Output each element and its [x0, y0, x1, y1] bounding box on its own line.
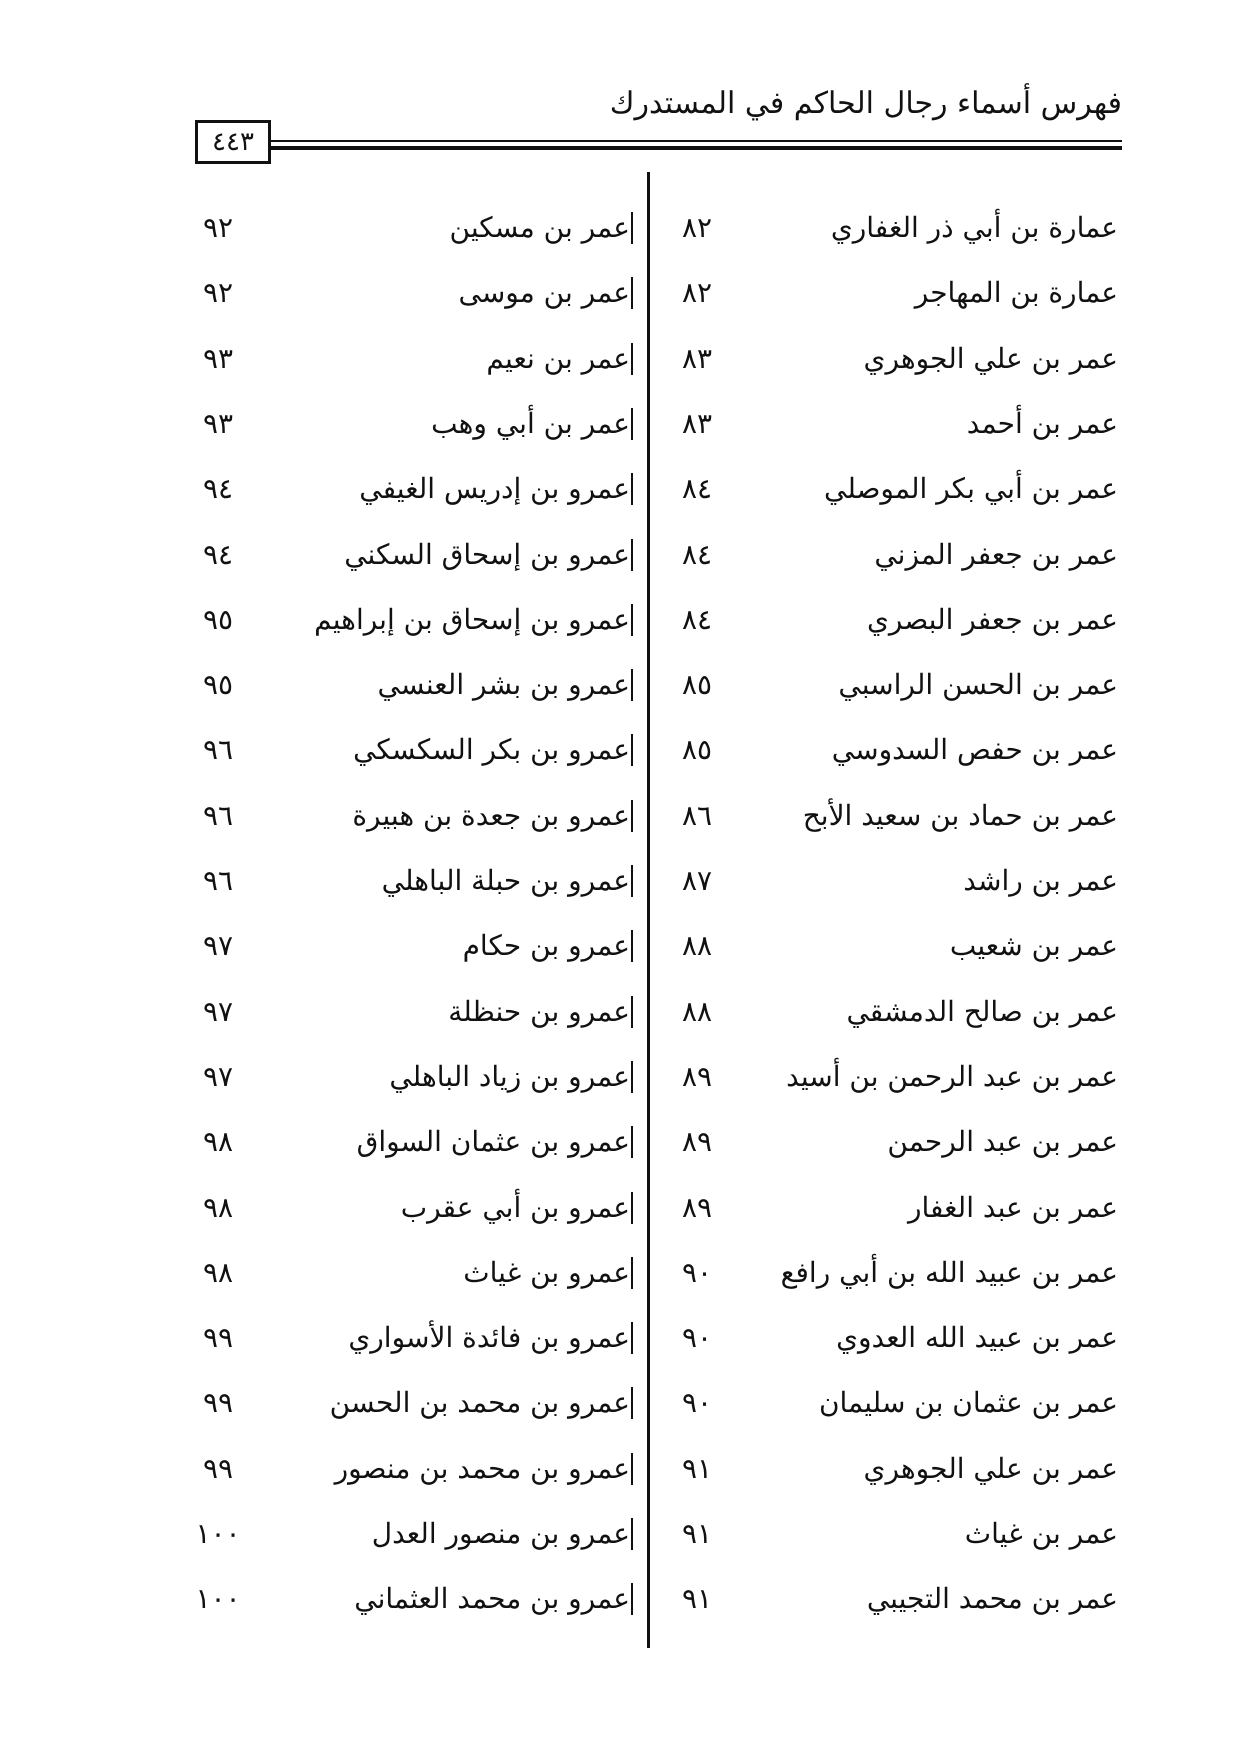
entry-separator	[631, 1126, 633, 1158]
entry-separator	[631, 1257, 633, 1289]
entry-page-right: ٨٥	[681, 733, 713, 767]
entry-separator	[631, 343, 633, 375]
entry-name-left: عمرو بن فائدة الأسواري	[348, 1321, 630, 1355]
entry-page-right: ٨٣	[681, 341, 713, 375]
entry-page-left: ٩٣	[202, 406, 234, 440]
header-rule-thick	[271, 146, 1122, 150]
entry-name-right: عمر بن عبد الرحمن	[887, 1125, 1118, 1159]
entry-name-right: عمر بن جعفر المزني	[874, 537, 1118, 571]
index-row	[0, 469, 1240, 509]
index-row	[0, 1514, 1240, 1554]
index-row	[0, 926, 1240, 966]
index-row	[0, 1383, 1240, 1423]
index-row	[0, 1188, 1240, 1228]
entry-page-right: ٩٠	[681, 1255, 713, 1289]
entry-separator	[631, 1518, 633, 1550]
entry-name-right: عمر بن عبيد الله العدوي	[836, 1321, 1118, 1355]
index-row	[0, 535, 1240, 575]
index-row	[0, 1122, 1240, 1162]
entry-page-right: ٨٤	[681, 537, 713, 571]
index-row	[0, 861, 1240, 901]
entry-name-left: عمرو بن إدريس الغيفي	[359, 472, 630, 506]
entry-name-left: عمر بن نعيم	[486, 341, 630, 375]
entry-name-right: عمر بن علي الجوهري	[863, 1451, 1118, 1485]
entry-name-left: عمر بن أبي وهب	[431, 406, 630, 440]
index-row	[0, 1057, 1240, 1097]
entry-name-right: عمر بن الحسن الراسبي	[838, 668, 1118, 702]
entry-separator	[631, 996, 633, 1028]
entry-page-right: ٨٤	[681, 602, 713, 636]
entry-separator	[631, 669, 633, 701]
entry-page-right: ٨٤	[681, 472, 713, 506]
index-row	[0, 1449, 1240, 1489]
entry-name-left: عمرو بن محمد العثماني	[354, 1582, 630, 1616]
entry-separator	[631, 1192, 633, 1224]
entry-name-right: عمر بن حفص السدوسي	[831, 733, 1118, 767]
entry-page-right: ٨٩	[681, 1125, 713, 1159]
entry-separator	[631, 865, 633, 897]
entry-name-left: عمرو بن محمد بن الحسن	[329, 1386, 630, 1420]
entry-separator	[631, 277, 633, 309]
index-row	[0, 665, 1240, 705]
entry-name-right: عمر بن صالح الدمشقي	[846, 994, 1118, 1028]
entry-page-right: ٨٩	[681, 1059, 713, 1093]
entry-separator	[631, 539, 633, 571]
entry-name-right: عمر بن أحمد	[966, 406, 1118, 440]
index-row	[0, 1318, 1240, 1358]
entry-name-right: عمر بن عبد الغفار	[907, 1190, 1118, 1224]
entry-page-left: ٩٢	[202, 211, 234, 244]
index-row	[0, 730, 1240, 770]
entry-name-right: عمر بن علي الجوهري	[863, 341, 1118, 375]
entry-page-right: ٨٥	[681, 668, 713, 702]
entry-separator	[631, 473, 633, 505]
entry-separator	[631, 734, 633, 766]
index-row	[0, 339, 1240, 379]
entry-page-left: ٩٧	[202, 1059, 234, 1093]
header-rule-thin	[271, 140, 1122, 142]
entry-page-left: ١٠٠	[195, 1517, 241, 1550]
entry-separator	[631, 1387, 633, 1419]
entry-page-right: ٨٦	[681, 798, 713, 832]
entry-name-left: عمرو بن أبي عقرب	[400, 1190, 630, 1224]
entry-page-right: ٨٢	[681, 211, 713, 244]
entry-page-right: ٩١	[681, 1517, 713, 1550]
entry-separator	[631, 930, 633, 962]
entry-page-right: ٩١	[681, 1582, 713, 1616]
entry-separator	[631, 1453, 633, 1485]
entry-name-left: عمرو بن إسحاق بن إبراهيم	[314, 602, 630, 636]
entry-name-left: عمرو بن حبلة الباهلي	[381, 864, 630, 897]
entry-page-right: ٨٢	[681, 276, 713, 310]
entry-page-right: ٨٨	[681, 994, 713, 1028]
entry-page-right: ٩١	[681, 1451, 713, 1485]
entry-separator	[631, 604, 633, 636]
entry-page-right: ٨٩	[681, 1190, 713, 1224]
entry-name-left: عمر بن موسى	[458, 276, 630, 310]
entry-separator	[631, 800, 633, 832]
entry-name-right: عمر بن جعفر البصري	[867, 602, 1118, 636]
entry-name-right: عمارة بن المهاجر	[914, 276, 1118, 310]
entry-page-left: ٩٧	[202, 994, 234, 1028]
entry-page-left: ٩٧	[202, 929, 234, 963]
entry-name-left: عمرو بن منصور العدل	[371, 1517, 630, 1550]
index-row	[0, 796, 1240, 836]
entry-page-left: ٩٨	[202, 1255, 234, 1289]
entry-separator	[631, 1061, 633, 1093]
entry-page-left: ٩٦	[202, 798, 234, 832]
entry-page-right: ٨٧	[681, 864, 713, 897]
index-row	[0, 404, 1240, 444]
entry-name-left: عمرو بن إسحاق السكني	[344, 537, 630, 571]
entry-page-right: ٨٨	[681, 929, 713, 963]
entry-name-right: عمر بن عبيد الله بن أبي رافع	[780, 1255, 1118, 1289]
entry-name-left: عمرو بن بكر السكسكي	[353, 733, 630, 767]
entry-page-left: ٩٨	[202, 1125, 234, 1159]
entry-page-left: ٩٢	[202, 276, 234, 310]
entry-name-right: عمر بن عثمان بن سليمان	[818, 1386, 1118, 1420]
entry-name-left: عمرو بن غياث	[463, 1255, 630, 1289]
entry-page-left: ٩٥	[202, 602, 234, 636]
entry-separator	[631, 408, 633, 440]
index-row	[0, 1579, 1240, 1619]
entry-separator	[631, 1322, 633, 1354]
entry-name-left: عمرو بن محمد بن منصور	[334, 1451, 630, 1485]
entry-name-right: عمر بن أبي بكر الموصلي	[823, 472, 1118, 506]
entry-name-left: عمرو بن زياد الباهلي	[389, 1059, 630, 1093]
index-row	[0, 600, 1240, 640]
index-row	[0, 208, 1240, 248]
entry-name-left: عمرو بن عثمان السواق	[356, 1125, 630, 1159]
index-row	[0, 1253, 1240, 1293]
entry-name-right: عمر بن عبد الرحمن بن أسيد	[786, 1059, 1118, 1093]
header-title: فهرس أسماء رجال الحاكم في المستدرك	[609, 86, 1122, 121]
entry-separator	[631, 212, 633, 244]
entry-page-left: ٩٥	[202, 668, 234, 702]
entry-page-left: ٩٩	[202, 1321, 234, 1355]
entry-name-right: عمر بن محمد التجيبي	[866, 1582, 1118, 1616]
column-divider	[647, 172, 650, 1648]
entry-page-left: ٩٣	[202, 341, 234, 375]
page-number-box	[195, 120, 271, 164]
entry-name-left: عمرو بن حنظلة	[448, 994, 630, 1028]
page-number: ٤٤٣	[212, 127, 254, 157]
entry-name-left: عمرو بن حكام	[462, 929, 630, 963]
entry-separator	[631, 1583, 633, 1615]
entry-name-right: عمر بن حماد بن سعيد الأبح	[802, 798, 1118, 832]
entry-name-left: عمرو بن بشر العنسي	[377, 668, 630, 702]
entry-page-left: ٩٩	[202, 1386, 234, 1420]
index-row	[0, 273, 1240, 313]
entry-page-left: ١٠٠	[195, 1582, 241, 1616]
entry-page-left: ٩٦	[202, 864, 234, 897]
entry-page-left: ٩٦	[202, 733, 234, 767]
entry-page-right: ٩٠	[681, 1386, 713, 1420]
entry-page-left: ٩٤	[202, 472, 234, 506]
entry-page-left: ٩٨	[202, 1190, 234, 1224]
entry-page-right: ٩٠	[681, 1321, 713, 1355]
entry-name-right: عمر بن شعيب	[949, 929, 1118, 963]
entry-page-left: ٩٤	[202, 537, 234, 571]
entry-page-right: ٨٣	[681, 406, 713, 440]
entry-name-right: عمر بن راشد	[963, 864, 1118, 897]
entry-name-right: عمارة بن أبي ذر الغفاري	[830, 211, 1118, 244]
entry-page-left: ٩٩	[202, 1451, 234, 1485]
entry-name-left: عمر بن مسكين	[449, 211, 630, 244]
index-row	[0, 992, 1240, 1032]
entry-name-left: عمرو بن جعدة بن هبيرة	[352, 798, 630, 832]
entry-name-right: عمر بن غياث	[964, 1517, 1118, 1550]
